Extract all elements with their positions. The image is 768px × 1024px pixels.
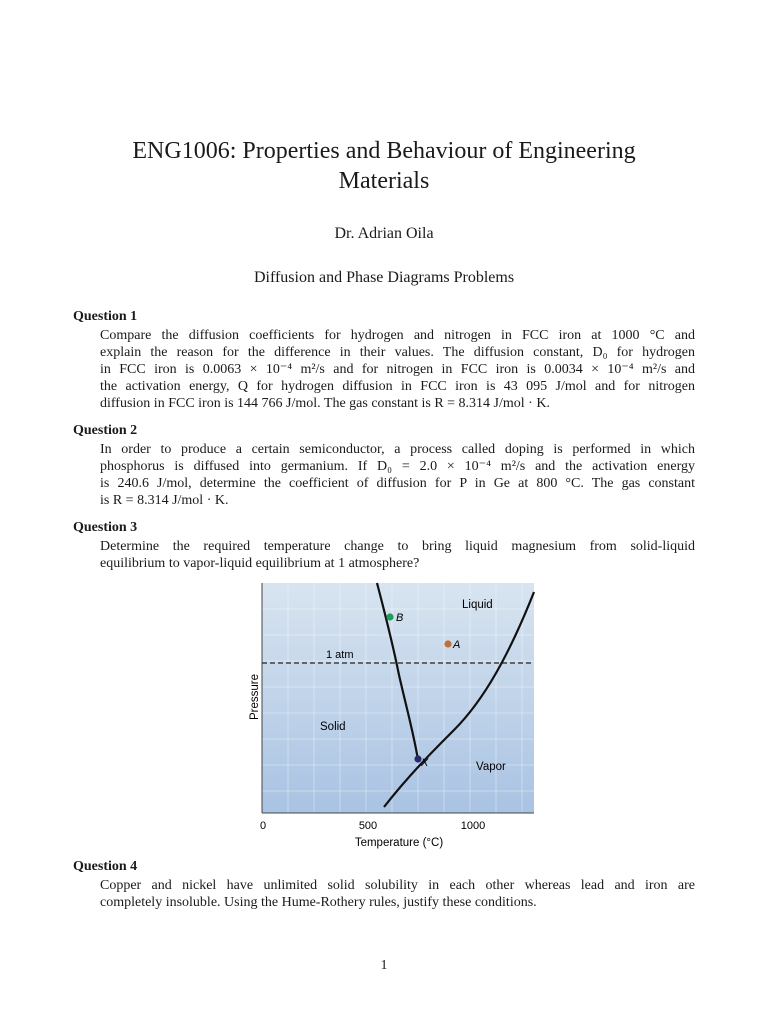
- question-1-line: explain the reason for the difference in their values. The diffusion constant, D₀ for hydrogen: [100, 345, 695, 360]
- x-tick-label: 1000: [460, 820, 486, 832]
- point-b-marker: [386, 613, 393, 620]
- question-1-line: Compare the diffusion coefficients for hydrogen and nitrogen in FCC iron at 1000 °C and: [100, 328, 695, 343]
- author-name: Dr. Adrian Oila: [334, 225, 434, 242]
- question-2-line: phosphorus is diffused into germanium. If D₀ = 2.0 × 10⁻⁴ m²/s and the activation energy: [100, 459, 695, 474]
- question-3-line: Determine the required temperature change to bring liquid magnesium from solid-liquid: [100, 539, 695, 554]
- question-1-line: the activation energy, Q for hydrogen diffusion in FCC iron is 43 095 J/mol and for nitrogen: [100, 379, 695, 394]
- question-4-line: Copper and nickel have unlimited solid solubility in each other whereas lead and iron are: [100, 878, 695, 893]
- one-atm-label: 1 atm: [326, 649, 354, 661]
- point-b-label: B: [396, 612, 404, 624]
- question-1-body: [100, 327, 695, 412]
- document-title: [0, 136, 768, 196]
- document-subtitle: Diffusion and Phase Diagrams Problems: [253, 269, 515, 286]
- question-4-body: [100, 877, 695, 911]
- question-4-line: completely insoluble. Using the Hume-Rothery rules, justify these conditions.: [100, 895, 537, 910]
- region-vapor-label: Vapor: [476, 761, 506, 773]
- x-tick-label: 0: [259, 820, 267, 832]
- question-1-heading: Question 1: [73, 309, 138, 324]
- question-3-body: [100, 538, 695, 572]
- y-axis-label: Pressure: [249, 673, 261, 720]
- question-2-heading: Question 2: [73, 423, 138, 438]
- title-line-2: Materials: [338, 168, 430, 194]
- region-liquid-label: Liquid: [462, 599, 493, 611]
- title-line-1: ENG1006: Properties and Behaviour of Engineering: [132, 138, 636, 164]
- region-solid-label: Solid: [320, 721, 346, 733]
- page-number: 1: [380, 958, 388, 973]
- question-3-line: equilibrium to vapor-liquid equilibrium at 1 atmosphere?: [100, 556, 420, 571]
- question-4-heading: Question 4: [73, 859, 138, 874]
- phase-diagram-figure: [244, 580, 540, 850]
- point-a-marker: [444, 640, 451, 647]
- x-axis-label: Temperature (°C): [354, 837, 444, 849]
- x-tick-label: 500: [358, 820, 378, 832]
- point-a-label: A: [453, 639, 461, 651]
- question-3-heading: Question 3: [73, 520, 138, 535]
- question-1-line: in FCC iron is 0.0063 × 10⁻⁴ m²/s and for nitrogen in FCC iron is 0.0034 × 10⁻⁴ m²/s and: [100, 362, 695, 377]
- question-2-line: is 240.6 J/mol, determine the coefficient of diffusion for P in Ge at 800 °C. The gas constant: [100, 476, 695, 491]
- question-2-line: In order to produce a certain semiconductor, a process called doping is performed in which: [100, 442, 695, 457]
- point-x-label: X: [421, 757, 429, 769]
- question-2-line: is R = 8.314 J/mol · K.: [100, 493, 229, 508]
- question-2-body: [100, 441, 695, 509]
- question-1-line: diffusion in FCC iron is 144 766 J/mol. The gas constant is R = 8.314 J/mol · K.: [100, 396, 550, 411]
